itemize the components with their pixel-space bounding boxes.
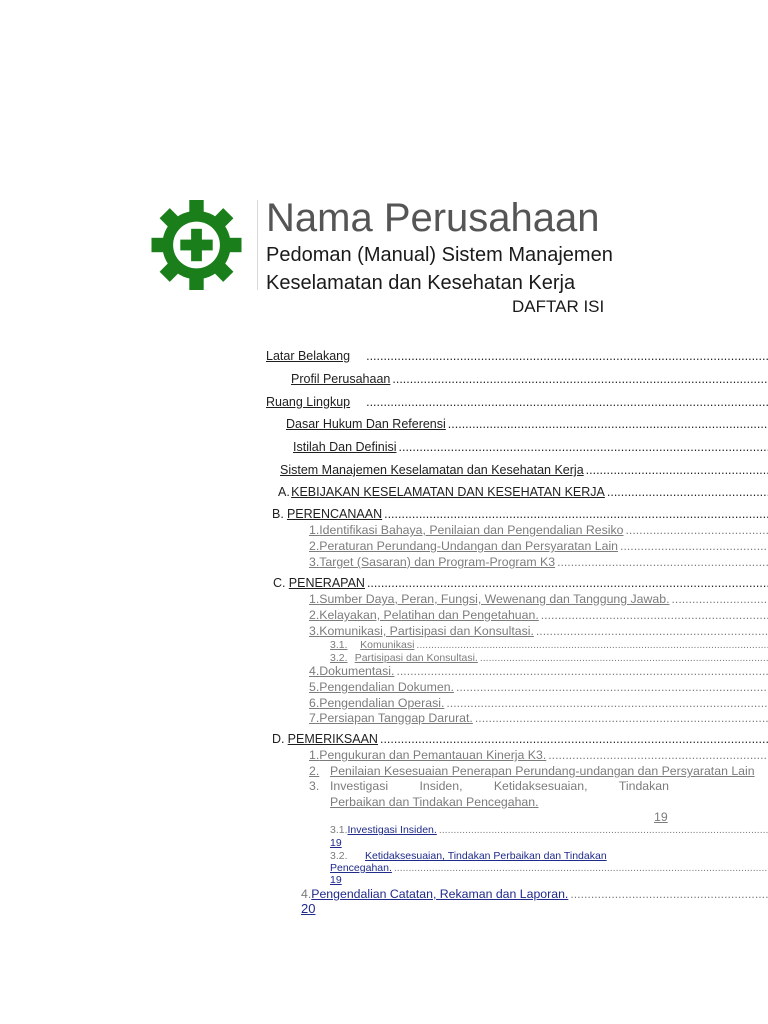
toc-leader: [394, 862, 768, 874]
toc-entry-dasar-hukum[interactable]: Dasar Hukum Dan Referensi .....: [286, 417, 768, 433]
toc-entry-c-5[interactable]: 5. Pengendalian Dokumen. .....: [309, 680, 768, 696]
toc-entry-section-c[interactable]: C. PENERAPAN .....: [273, 576, 768, 592]
toc-leader: [396, 664, 768, 678]
toc-entry-istilah[interactable]: Istilah Dan Definisi .....: [293, 440, 768, 456]
toc-entry-c-6[interactable]: 6. Pengendalian Operasi. .....: [309, 696, 768, 712]
toc-entry-c-3-2[interactable]: 3.2. Partisipasi dan Konsultasi. .....: [330, 652, 768, 665]
toc-page-number[interactable]: 19: [330, 837, 342, 849]
toc-leader: [557, 555, 768, 569]
toc-page-number[interactable]: 19: [654, 810, 668, 824]
toc-leader: [384, 507, 768, 521]
toc-entry-c-4[interactable]: 4. Dokumentasi. .....: [309, 664, 768, 680]
toc-entry-section-b[interactable]: B. PERENCANAAN .....: [272, 507, 768, 523]
toc-entry-c-1[interactable]: 1. Sumber Daya, Peran, Fungsi, Wewenang dan Tanggung Jawab. .....: [309, 592, 768, 608]
toc-entry-d-2[interactable]: 2. Penilaian Kesesuaian Penerapan Perundang-undangan dan Persyaratan Lain: [309, 764, 755, 778]
toc-entry-profil[interactable]: Profil Perusahaan .....: [291, 372, 768, 388]
toc-entry-section-a[interactable]: A. KEBIJAKAN KESELAMATAN DAN KESEHATAN KERJA .....: [278, 485, 768, 501]
toc-entry-ruang-lingkup[interactable]: Ruang Lingkup .....: [266, 395, 768, 411]
toc-leader: [439, 824, 768, 836]
toc-entry-latar-belakang[interactable]: Latar Belakang .....: [266, 349, 768, 365]
toc-leader: [416, 639, 768, 651]
toc-entry-d-4[interactable]: 4. Pengendalian Catatan, Rekaman dan Laporan. .....: [301, 887, 768, 903]
toc-leader: [456, 680, 768, 694]
toc-leader: [380, 732, 768, 746]
toc-entry-d-3-2-num: 3.2.: [330, 850, 348, 862]
toc-leader: [541, 608, 768, 622]
toc-leader: [399, 440, 768, 454]
toc-entry-d-3-1[interactable]: 3.1. Investigasi Insiden. .....: [330, 824, 768, 837]
toc-leader: [366, 349, 768, 363]
toc-entry-d-3-2-line2[interactable]: Pencegahan. .....: [330, 862, 768, 875]
toc-leader: [548, 748, 768, 762]
toc-entry-d-3-line1[interactable]: Investigasi Insiden, Ketidaksesuaian, Tindakan: [330, 779, 669, 793]
toc-leader: [625, 523, 768, 537]
toc-leader: [536, 624, 768, 638]
toc-leader: [475, 711, 768, 725]
toc-entry-section-d[interactable]: D. PEMERIKSAAN .....: [272, 732, 768, 748]
manual-title-line1: Pedoman (Manual) Sistem Manajemen: [266, 244, 613, 266]
toc-leader: [620, 539, 768, 553]
toc-entry-d-3-line2[interactable]: Perbaikan dan Tindakan Pencegahan.: [330, 795, 539, 809]
toc-leader: [448, 417, 768, 431]
toc-entry-d-3-2-line1[interactable]: Ketidaksesuaian, Tindakan Perbaikan dan Tindakan: [365, 850, 607, 862]
toc-entry-c-3[interactable]: 3. Komunikasi, Partisipasi dan Konsultasi. .....: [309, 624, 768, 640]
toc-title: DAFTAR ISI: [512, 297, 605, 316]
toc-entry-c-7[interactable]: 7. Persiapan Tanggap Darurat. .....: [309, 711, 768, 727]
toc-leader: [672, 592, 768, 606]
toc-entry-d-3-num: 3.: [309, 779, 320, 793]
toc-entry-sistem-manajemen[interactable]: Sistem Manajemen Keselamatan dan Kesehatan Kerja .....: [280, 463, 768, 479]
toc-entry-c-3-1[interactable]: 3.1. Komunikasi .....: [330, 639, 768, 652]
toc-leader: [607, 485, 768, 499]
toc-leader: [392, 372, 768, 386]
toc-page-number[interactable]: 19: [330, 874, 342, 886]
toc-entry-c-2[interactable]: 2. Kelayakan, Pelatihan dan Pengetahuan. .....: [309, 608, 768, 624]
toc-leader: [446, 696, 768, 710]
toc-leader: [367, 576, 768, 590]
toc-page-number[interactable]: 20: [301, 901, 316, 916]
toc-entry-b-3[interactable]: 3. Target (Sasaran) dan Program-Program K3 .....: [309, 555, 768, 571]
toc-leader: [480, 652, 768, 664]
toc-leader: [366, 395, 768, 409]
toc-leader: [586, 463, 768, 477]
toc-entry-b-1[interactable]: 1. Identifikasi Bahaya, Penilaian dan Pengendalian Resiko .....: [309, 523, 768, 539]
toc-leader: [570, 887, 768, 901]
manual-title-line2: Keselamatan dan Kesehatan Kerja: [266, 272, 576, 294]
toc-entry-d-1[interactable]: 1. Pengukuran dan Pemantauan Kinerja K3. .....: [309, 748, 768, 764]
toc-entry-b-2[interactable]: 2. Peraturan Perundang-Undangan dan Persyaratan Lain .....: [309, 539, 768, 555]
company-name: Nama Perusahaan: [266, 196, 600, 240]
